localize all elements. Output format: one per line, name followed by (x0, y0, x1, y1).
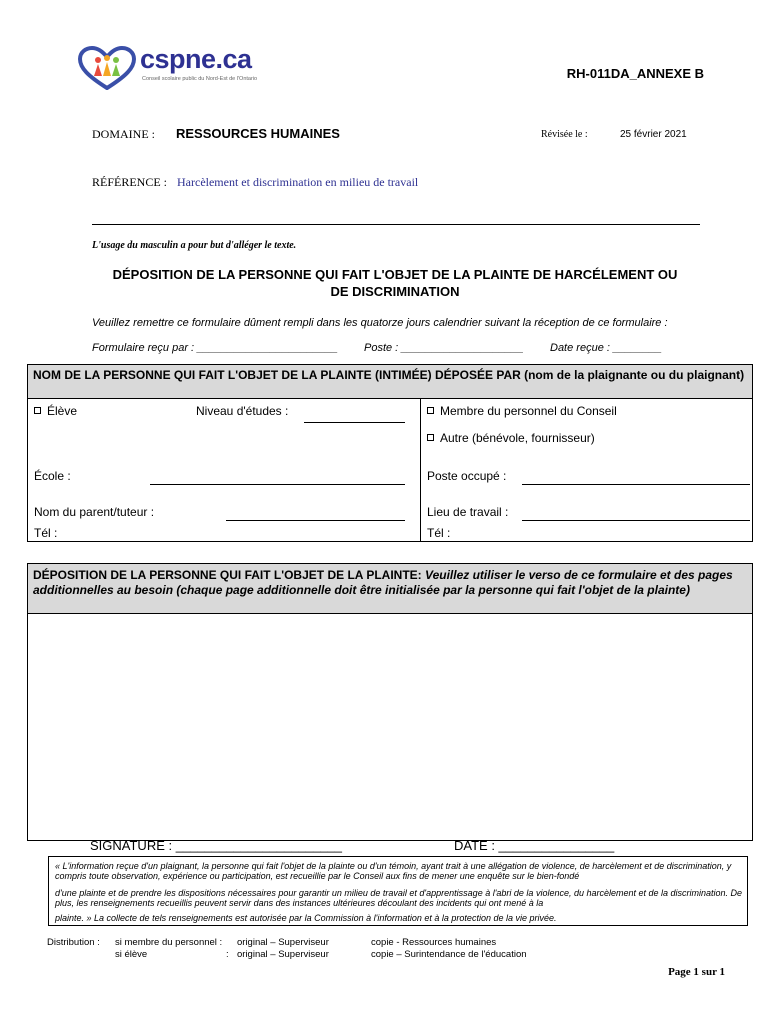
received-by: Formulaire reçu par : _______________________ (92, 342, 338, 354)
parent-field[interactable] (226, 507, 405, 521)
distribution-label: Distribution : (47, 937, 100, 948)
logo-subtitle: Conseil scolaire public du Nord-Est de l'Ontario (142, 76, 258, 82)
form-title-line2: DE DISCRIMINATION (330, 284, 460, 299)
section2-header-bold: DÉPOSITION DE LA PERSONNE QUI FAIT L'OBJET DE LA PLAINTE: (33, 568, 422, 582)
reference-value: Harcèlement et discrimination en milieu de travail (177, 175, 419, 189)
page-number: Page 1 sur 1 (668, 966, 725, 978)
poste-occupe-field[interactable] (522, 471, 750, 485)
eleve-checkbox[interactable] (34, 407, 41, 414)
membre-checkbox-row[interactable] (427, 404, 617, 418)
heart-logo-icon (78, 46, 136, 90)
reference-label: RÉFÉRENCE : (92, 175, 168, 189)
complainant-info-table (27, 364, 753, 542)
cspne-logo (78, 44, 278, 94)
eleve-label: Élève (47, 404, 78, 418)
document-reference: RH-011DA_ANNEXE B (566, 66, 704, 81)
distribution-row2-copy: copie – Surintendance de l'éducation (371, 949, 527, 960)
gender-note: L'usage du masculin a pour but d'alléger le texte. (92, 240, 297, 251)
deposition-box (27, 563, 753, 841)
lieu-label: Lieu de travail : (427, 505, 509, 519)
domaine-label: DOMAINE : (92, 127, 155, 141)
revised-label: Révisée le : (541, 129, 588, 140)
form-title-line1: DÉPOSITION DE LA PERSONNE QUI FAIT L'OBJET DE LA PLAINTE DE HARCÉLEMENT OU (112, 267, 678, 282)
privacy-notice-box (48, 856, 748, 926)
tel-right-label: Tél : (427, 526, 451, 540)
poste-occupe-label: Poste occupé : (427, 469, 507, 483)
separator-line (92, 224, 700, 225)
lieu-field[interactable] (522, 507, 750, 521)
privacy-line2: d'une plainte et de prendre les dispositions nécessaires pour garantir un milieu de travail et d'apprentissage à l'abri de la violence, du harcèlement et de la discrimination. De plus, les renseignements recueillis peuvent servir dans des instances ultérieures découlant des incidents qui ont mené à la (55, 888, 743, 908)
distribution-row2-colon: : (226, 949, 229, 960)
section2-header-italic: Veuillez utiliser le verso de ce formulaire et des pages additionnelles au besoin (chaque page additionnelle doit être initialisée par la personne qui fait l'objet de la plainte) (33, 568, 733, 597)
distribution-row1-original: original – Superviseur (237, 937, 329, 948)
received-post: Poste : ____________________ (364, 342, 524, 354)
niveau-field[interactable] (304, 409, 405, 423)
section2-header (33, 568, 748, 598)
eleve-checkbox-row[interactable] (34, 404, 77, 418)
autre-checkbox[interactable] (427, 434, 434, 441)
revised-date: 25 février 2021 (620, 129, 687, 140)
logo-name: cspne.ca (140, 44, 252, 74)
signature-line[interactable]: SIGNATURE : _______________________ (90, 838, 343, 853)
distribution-row2-original: original – Superviseur (237, 949, 329, 960)
section1-header: NOM DE LA PERSONNE QUI FAIT L'OBJET DE LA PLAINTE (INTIMÉE) DÉPOSÉE PAR (nom de la plaignante ou du plaignant) (33, 368, 745, 382)
column-divider (420, 399, 421, 541)
date-signature-line[interactable]: DATE : ________________ (454, 838, 615, 853)
deposition-text-area[interactable] (28, 615, 752, 840)
autre-label: Autre (bénévole, fournisseur) (440, 431, 595, 445)
distribution-row2-who: si élève (115, 949, 148, 960)
parent-label: Nom du parent/tuteur : (34, 505, 155, 519)
domaine-value: RESSOURCES HUMAINES (176, 126, 340, 141)
membre-label: Membre du personnel du Conseil (440, 404, 617, 418)
privacy-line3: plainte. » La collecte de tels renseignements est autorisée par la Commission à l'information et à la protection de la vie privée. (55, 913, 557, 923)
autre-checkbox-row[interactable] (427, 431, 595, 445)
privacy-line1: « L'information reçue d'un plaignant, la personne qui fait l'objet de la plainte ou d'un témoin, ayant trait à une allégation de violence, de harcèlement et de discrimination, y compris toute observation, expérience ou participation, est recueillie par le Conseil aux fins de mener une enquête sur le bien-fondé (55, 861, 732, 881)
niveau-label: Niveau d'études : (196, 404, 289, 418)
instructions-text: Veuillez remettre ce formulaire dûment rempli dans les quatorze jours calendrier suivant la réception de ce formulaire : (92, 317, 668, 329)
received-date: Date reçue : ________ (550, 342, 662, 354)
ecole-field[interactable] (150, 471, 405, 485)
distribution-row1-copy: copie - Ressources humaines (371, 937, 497, 948)
distribution-row1-who: si membre du personnel : (115, 937, 223, 948)
ecole-label: École : (34, 469, 71, 483)
tel-left-label: Tél : (34, 526, 58, 540)
membre-checkbox[interactable] (427, 407, 434, 414)
